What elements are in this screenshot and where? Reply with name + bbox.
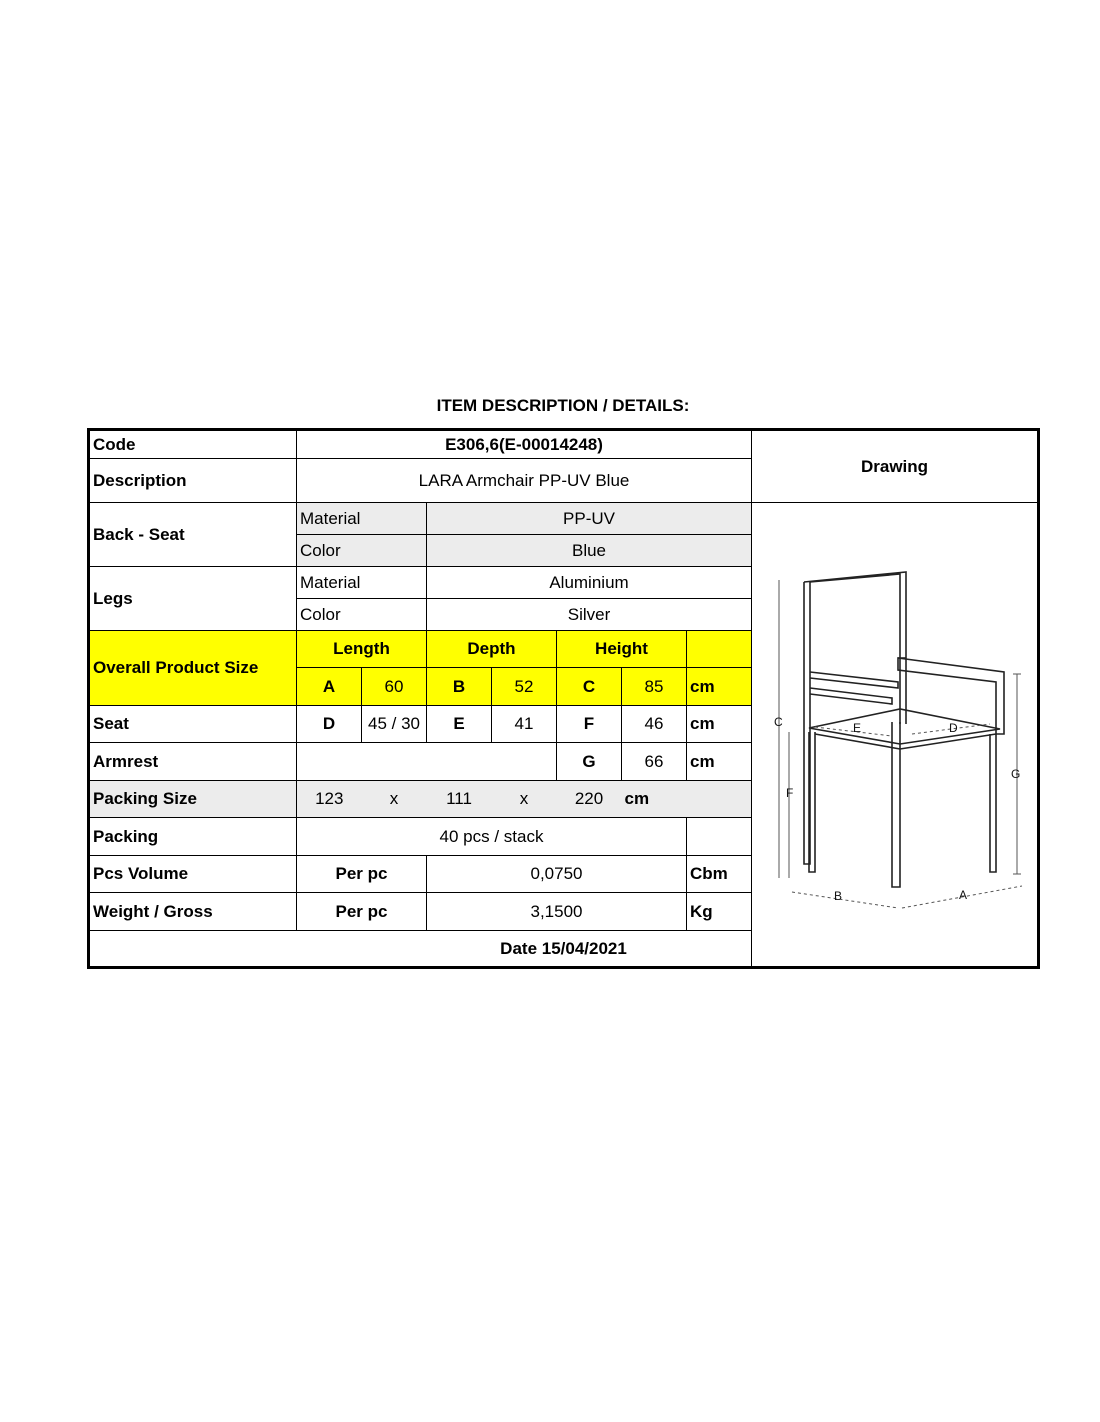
dim-b-letter: B — [427, 668, 492, 706]
pcs-volume-value: 0,0750 — [427, 856, 687, 893]
drawing-letter-b: B — [834, 888, 843, 903]
packing-size-x2: x — [492, 781, 557, 818]
seat-label: Seat — [89, 706, 297, 743]
drawing-label: Drawing — [752, 430, 1039, 503]
drawing-letter-g: G — [1011, 766, 1021, 781]
dim-e-letter: E — [427, 706, 492, 743]
legs-material-label: Material — [297, 567, 427, 599]
dim-c-value: 85 — [622, 668, 687, 706]
dim-c-letter: C — [557, 668, 622, 706]
depth-header: Depth — [427, 631, 557, 668]
packing-size-width: 111 — [427, 781, 492, 818]
page-title: ITEM DESCRIPTION / DETAILS: — [436, 396, 690, 415]
packing-label: Packing — [89, 818, 297, 856]
back-seat-material: PP-UV — [427, 503, 752, 535]
drawing-letter-f: F — [786, 785, 794, 800]
description-label: Description — [89, 459, 297, 503]
dim-a-value: 60 — [362, 668, 427, 706]
armrest-label: Armrest — [89, 743, 297, 781]
spec-table — [87, 428, 1040, 969]
dim-e-value: 41 — [492, 706, 557, 743]
drawing-letter-d: D — [949, 720, 958, 735]
chair-drawing-cell — [752, 503, 1039, 968]
legs-label: Legs — [89, 567, 297, 631]
dim-b-value: 52 — [492, 668, 557, 706]
overall-size-label: Overall Product Size — [89, 631, 297, 706]
chair-drawing — [752, 522, 1039, 948]
date-footer: Date 15/04/2021 — [89, 931, 1039, 968]
back-seat-color: Blue — [427, 535, 752, 567]
packing-size-x1: x — [362, 781, 427, 818]
drawing-letter-e: E — [853, 720, 862, 735]
description-value: LARA Armchair PP-UV Blue — [297, 459, 752, 503]
length-header: Length — [297, 631, 427, 668]
chair-rear-leg — [990, 734, 996, 872]
dim-g-value: 66 — [622, 743, 687, 781]
code-value: E306,6(E-00014248) — [297, 430, 752, 459]
drawing-letter-a: A — [959, 887, 968, 902]
overall-unit: cm — [687, 668, 752, 706]
dim-f-letter: F — [557, 706, 622, 743]
legs-color-label: Color — [297, 599, 427, 631]
weight-unit: Kg — [687, 893, 752, 931]
weight-per: Per pc — [297, 893, 427, 931]
back-seat-label: Back - Seat — [89, 503, 297, 567]
pcs-volume-label: Pcs Volume — [89, 856, 297, 893]
packing-value: 40 pcs / stack — [297, 818, 687, 856]
drawing-letter-c: C — [774, 714, 783, 729]
weight-value: 3,1500 — [427, 893, 687, 931]
back-seat-material-label: Material — [297, 503, 427, 535]
dim-d-value: 45 / 30 — [362, 706, 427, 743]
legs-color: Silver — [427, 599, 752, 631]
legs-material: Aluminium — [427, 567, 752, 599]
seat-unit: cm — [687, 706, 752, 743]
back-seat-color-label: Color — [297, 535, 427, 567]
packing-size-height: 220 — [557, 781, 622, 818]
pcs-volume-per: Per pc — [297, 856, 427, 893]
armrest-unit: cm — [687, 743, 752, 781]
packing-size-label: Packing Size — [89, 781, 297, 818]
dim-d-letter: D — [297, 706, 362, 743]
packing-size-unit: cm — [622, 781, 687, 818]
pcs-volume-unit: Cbm — [687, 856, 752, 893]
dim-f-value: 46 — [622, 706, 687, 743]
weight-label: Weight / Gross — [89, 893, 297, 931]
code-label: Code — [89, 430, 297, 459]
dim-a-letter: A — [297, 668, 362, 706]
dim-g-letter: G — [557, 743, 622, 781]
height-header: Height — [557, 631, 687, 668]
packing-size-length: 123 — [297, 781, 362, 818]
